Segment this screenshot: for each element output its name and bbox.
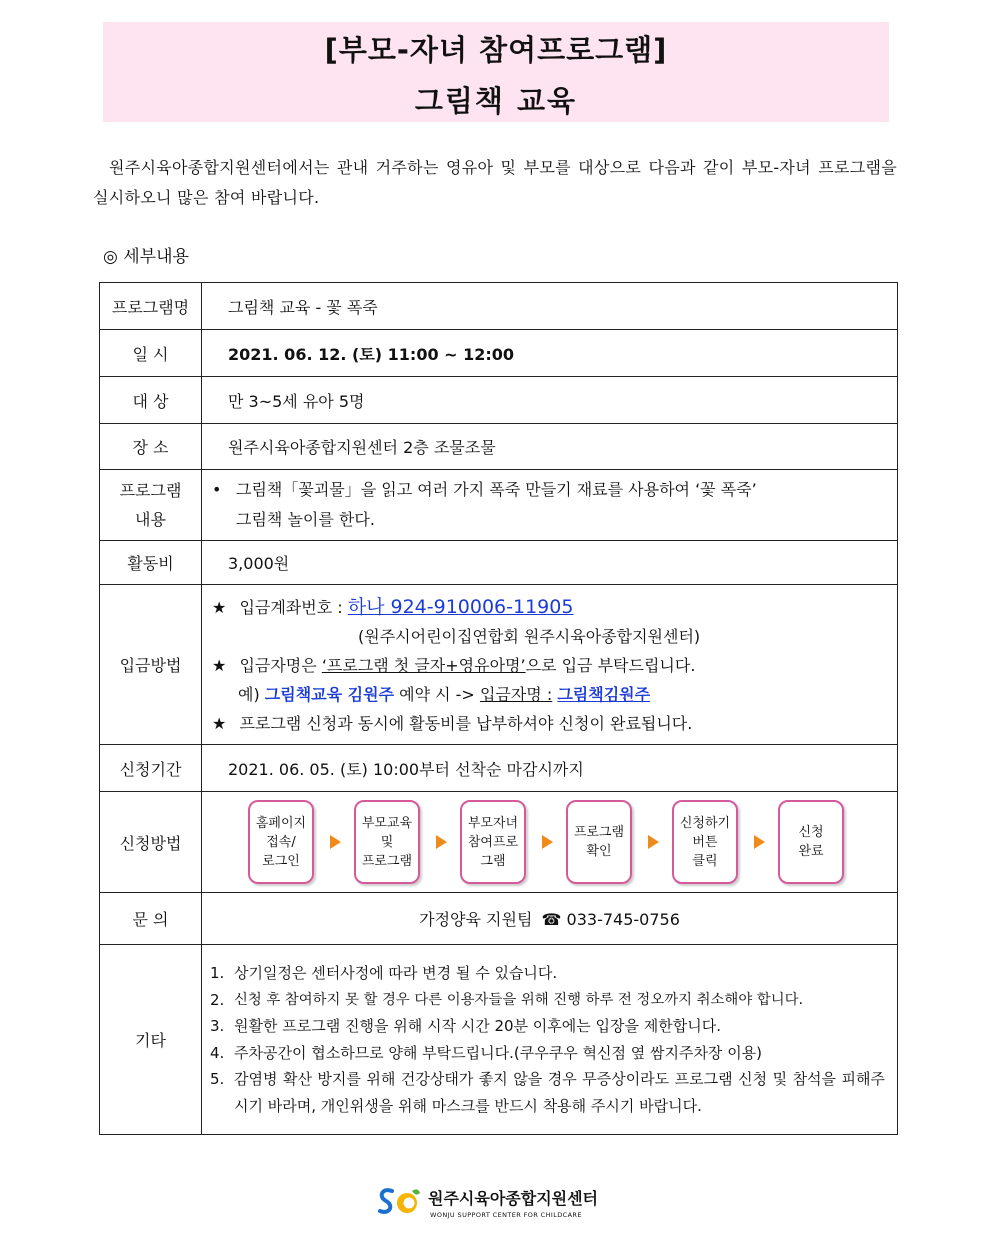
target-value: 만 3~5세 유아 5명 (202, 377, 898, 424)
table-row (100, 745, 898, 792)
contact-team: 가정양육 지원팀 (419, 910, 533, 929)
content-bullet (202, 475, 897, 535)
list-item: 4. 주차공간이 협소하므로 양해 부탁드립니다.(쿠우쿠우 혁신점 옆 쌈지주차장 이용) (210, 1043, 763, 1062)
table-row (100, 792, 898, 893)
table-row (100, 470, 898, 541)
arrow-right-icon (436, 835, 447, 849)
arrow-right-icon (542, 835, 553, 849)
flow-step-parent-child: 부모자녀 참여프로 그램 (460, 800, 526, 884)
account-holder: (원주시어린이집연합회 원주시육아종합지원센터) (358, 627, 701, 646)
flow-step-check-program: 프로그램 확인 (566, 800, 632, 884)
star-icon: ★ (212, 598, 227, 617)
account-line (212, 593, 897, 622)
fee-value: 3,000원 (202, 541, 898, 585)
etc-list (202, 946, 897, 1133)
content-line-2: 그림책 놀이를 한다. (236, 510, 375, 529)
list-item: 3. 원활한 프로그램 진행을 위해 시작 시간 20분 이후에는 입장을 제한합니다. (210, 1017, 721, 1035)
bullet-icon: • (212, 480, 222, 499)
flow-step-complete: 신청 완료 (778, 800, 844, 884)
row-label: 대 상 (100, 377, 202, 424)
period-value: 2021. 06. 05. (토) 10:00부터 선착순 마감시까지 (202, 745, 898, 792)
phone-icon: ☎ (541, 910, 562, 929)
example-pre: 예) (238, 685, 260, 704)
payment-note: 프로그램 신청과 동시에 활동비를 납부하셔야 신청이 완료됩니다. (239, 714, 693, 733)
list-item: 5. 감염병 확산 방지를 위해 건강상태가 좋지 않을 경우 무증상이라도 프로그램 신청 및 참석을 피해주시기 바라며, 개인위생을 위해 마스크를 반드시 착용해 주시기 바랍니다. (210, 1070, 885, 1115)
title-line-2: 그림책 교육 (414, 84, 578, 118)
details-table (99, 282, 898, 1135)
row-label: 입금방법 (100, 585, 202, 745)
depositor-post: 으로 입금 부탁드립니다. (525, 656, 696, 675)
depositor-pre: 입금자명은 (239, 656, 317, 675)
contact-cell (202, 893, 898, 945)
example-label: 입금자명 : (479, 685, 553, 704)
intro-paragraph: 원주시육아종합지원센터에서는 관내 거주하는 영유아 및 부모를 대상으로 다음과 같이 부모-자녀 프로그램을 실시하오니 많은 참여 바랍니다. (93, 158, 897, 207)
table-row (100, 945, 898, 1135)
example-mid: 예약 시 -> (399, 685, 475, 704)
depositor-rule: ‘프로그램 첫 글자+영유아명’ (321, 656, 526, 675)
row-label: 신청기간 (100, 745, 202, 792)
org-name-en: WONJU SUPPORT CENTER FOR CHILDCARE (430, 1210, 582, 1219)
section-title: ◎ 세부내용 (103, 247, 189, 267)
payment-note-line (212, 709, 897, 738)
method-cell (202, 792, 898, 893)
table-row (100, 283, 898, 330)
content-line-1: 그림책「꽃괴물」을 읽고 여러 가지 폭죽 만들기 재료를 사용하여 ‘꽃 폭죽’ (236, 480, 757, 499)
content-text (236, 475, 757, 535)
content-cell (202, 470, 898, 541)
etc-cell (202, 945, 898, 1135)
example-result: 그림책김원주 (557, 685, 651, 704)
flow-step-apply-button: 신청하기 버튼 클릭 (672, 800, 738, 884)
arrow-right-icon (330, 835, 341, 849)
program-name-value: 그림책 교육 - 꽃 폭죽 (202, 283, 898, 330)
table-row (100, 377, 898, 424)
table-row (100, 424, 898, 470)
contact-phone: 033-745-0756 (566, 910, 680, 929)
list-item: 2. 신청 후 참여하지 못 할 경우 다른 이용자들을 위해 진행 하루 전 정오까지 취소해야 합니다. (210, 990, 804, 1009)
arrow-right-icon (648, 835, 659, 849)
row-label: 기타 (100, 945, 202, 1135)
content-label-1: 프로그램 (119, 481, 182, 500)
footer-logo (376, 1185, 598, 1219)
row-label: 장 소 (100, 424, 202, 470)
depositor-line (212, 651, 897, 680)
row-label: 문 의 (100, 893, 202, 945)
account-label: 입금계좌번호 : (239, 598, 343, 617)
table-row (100, 585, 898, 745)
content-label-2: 내용 (135, 510, 166, 529)
datetime-value: 2021. 06. 12. (토) 11:00 ~ 12:00 (202, 330, 898, 377)
example-line (212, 680, 897, 709)
row-label: 프로그램명 (100, 283, 202, 330)
account-number: 하나 924-910006-11905 (347, 596, 574, 618)
payment-cell (202, 585, 898, 745)
sc-logo-icon (376, 1185, 422, 1219)
org-name: 원주시육아종합지원센터 (428, 1188, 599, 1208)
table-row (100, 330, 898, 377)
star-icon: ★ (212, 656, 227, 675)
table-row (100, 893, 898, 945)
application-flow (202, 792, 897, 892)
row-label: 활동비 (100, 541, 202, 585)
title-banner (103, 22, 889, 122)
title-line-1: [부모-자녀 참여프로그램] (324, 33, 668, 67)
example-name: 그림책교육 김원주 (264, 685, 395, 704)
flow-step-homepage: 홈페이지 접속/ 로그인 (248, 800, 314, 884)
row-label: 신청방법 (100, 792, 202, 893)
row-label: 일 시 (100, 330, 202, 377)
list-item: 1. 상기일정은 센터사정에 따라 변경 될 수 있습니다. (210, 964, 558, 982)
flow-step-parent-edu: 부모교육 및 프로그램 (354, 800, 420, 884)
row-label (100, 470, 202, 541)
arrow-right-icon (754, 835, 765, 849)
table-row (100, 541, 898, 585)
star-icon: ★ (212, 714, 227, 733)
place-value: 원주시육아종합지원센터 2층 조물조물 (202, 424, 898, 470)
